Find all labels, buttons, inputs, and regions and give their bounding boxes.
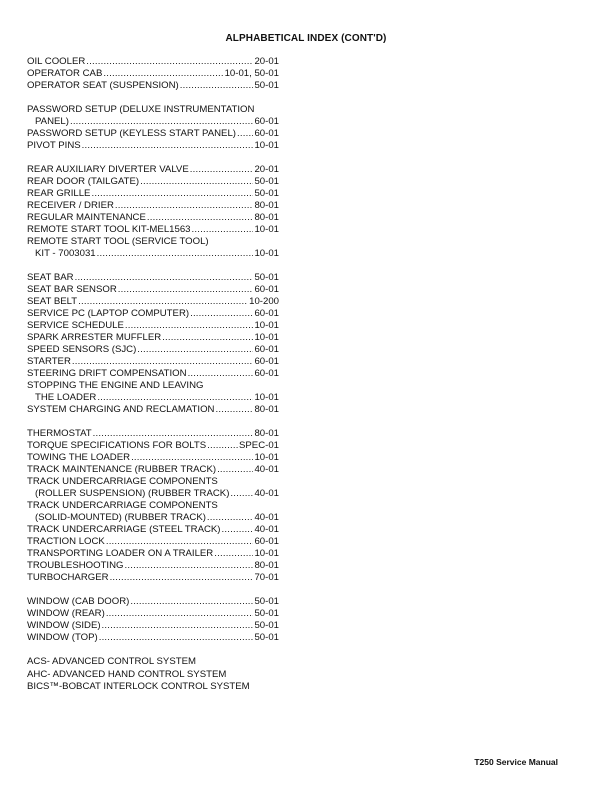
index-entry-page: 10-200 bbox=[249, 296, 279, 307]
index-entry-page: 60-01 bbox=[254, 284, 279, 295]
dot-leader bbox=[97, 248, 254, 260]
index-entry-label: STEERING DRIFT COMPENSATION bbox=[27, 368, 187, 379]
index-group bbox=[27, 596, 279, 644]
index-entry bbox=[27, 212, 279, 224]
dot-leader bbox=[215, 404, 253, 416]
dot-leader bbox=[125, 320, 254, 332]
dot-leader bbox=[97, 392, 253, 404]
dot-leader bbox=[72, 356, 254, 368]
index-entry-page: 10-01 bbox=[254, 452, 279, 463]
index-entry-page: 20-01 bbox=[254, 164, 279, 175]
index-entry-page: 50-01 bbox=[254, 608, 279, 619]
index-entry-page: 60-01 bbox=[254, 116, 279, 127]
index-group bbox=[27, 164, 279, 260]
index-entry-page: 80-01 bbox=[254, 404, 279, 415]
index-entry-page: 60-01 bbox=[254, 536, 279, 547]
index-entry-label: SYSTEM CHARGING AND RECLAMATION bbox=[27, 404, 215, 415]
dot-leader bbox=[190, 308, 253, 320]
abbreviation-item: ACS- ADVANCED CONTROL SYSTEM bbox=[27, 656, 196, 667]
index-entry bbox=[27, 440, 279, 452]
index-entry bbox=[27, 536, 279, 548]
dot-leader bbox=[124, 560, 253, 572]
index-entry-heading: STOPPING THE ENGINE AND LEAVING bbox=[27, 380, 204, 391]
dot-leader bbox=[147, 212, 254, 224]
dot-leader bbox=[86, 56, 253, 68]
index-entry-page: 50-01 bbox=[254, 620, 279, 631]
index-entry bbox=[27, 128, 279, 140]
index-entry bbox=[27, 464, 279, 476]
index-entry-label: TRACK MAINTENANCE (RUBBER TRACK) bbox=[27, 464, 217, 475]
index-entry-page: 10-01 bbox=[254, 224, 279, 235]
footer-manual-title: T250 Service Manual bbox=[474, 757, 558, 767]
index-entry-label: SERVICE SCHEDULE bbox=[27, 320, 124, 331]
index-entry-page: 40-01 bbox=[254, 512, 279, 523]
index-entry bbox=[27, 308, 279, 320]
index-entry-label: REAR AUXILIARY DIVERTER VALVE bbox=[27, 164, 189, 175]
index-entry-label: WINDOW (REAR) bbox=[27, 608, 105, 619]
index-entry bbox=[27, 188, 279, 200]
index-entry bbox=[27, 608, 279, 620]
page-title: ALPHABETICAL INDEX (CONT'D) bbox=[225, 33, 387, 44]
index-entry-page: 10-01 bbox=[254, 140, 279, 151]
dot-leader bbox=[162, 332, 253, 344]
index-entry bbox=[27, 560, 279, 572]
index-entry-heading: TRACK UNDERCARRIAGE COMPONENTS bbox=[27, 500, 218, 511]
dot-leader bbox=[115, 200, 254, 212]
dot-leader bbox=[207, 440, 238, 452]
index-entry bbox=[27, 524, 279, 536]
dot-leader bbox=[190, 164, 254, 176]
abbreviations-list bbox=[27, 656, 250, 694]
dot-leader bbox=[137, 344, 253, 356]
index-entry bbox=[27, 404, 279, 416]
index-entry bbox=[27, 224, 279, 236]
index-entry bbox=[27, 368, 279, 380]
index-entry-label: TRACTION LOCK bbox=[27, 536, 105, 547]
index-entry-label: PASSWORD SETUP (KEYLESS START PANEL) bbox=[27, 128, 236, 139]
dot-leader bbox=[102, 620, 254, 632]
index-entry-page: 50-01 bbox=[254, 80, 279, 91]
abbreviation-item: AHC- ADVANCED HAND CONTROL SYSTEM bbox=[27, 668, 227, 680]
index-entry bbox=[27, 56, 279, 68]
index-group bbox=[27, 428, 279, 584]
dot-leader bbox=[82, 140, 254, 152]
index-entry-label: RECEIVER / DRIER bbox=[27, 200, 114, 211]
index-entry bbox=[27, 284, 279, 296]
index-entry bbox=[27, 332, 279, 344]
index-entry-label: WINDOW (SIDE) bbox=[27, 620, 101, 631]
index-entry-page: 50-01 bbox=[254, 632, 279, 643]
index-entry-label: WINDOW (CAB DOOR) bbox=[27, 596, 130, 607]
dot-leader bbox=[106, 608, 254, 620]
index-entry-page: 80-01 bbox=[254, 212, 279, 223]
index-entry bbox=[27, 596, 279, 608]
index-entry-label: SEAT BAR bbox=[27, 272, 74, 283]
index-entry-page: 10-01, 50-01 bbox=[224, 68, 279, 79]
dot-leader bbox=[70, 116, 254, 128]
index-entry-label: THE LOADER bbox=[35, 392, 97, 403]
dot-leader bbox=[222, 524, 254, 536]
index-list bbox=[27, 56, 279, 656]
index-entry bbox=[27, 488, 279, 500]
index-entry bbox=[27, 344, 279, 356]
index-entry-page: 10-01 bbox=[254, 332, 279, 343]
index-group bbox=[27, 272, 279, 416]
index-entry-label: OPERATOR CAB bbox=[27, 68, 103, 79]
index-entry-page: 80-01 bbox=[254, 428, 279, 439]
index-entry-label: (ROLLER SUSPENSION) (RUBBER TRACK) bbox=[35, 488, 230, 499]
index-entry bbox=[27, 200, 279, 212]
index-entry-heading: PASSWORD SETUP (DELUXE INSTRUMENTATION bbox=[27, 104, 255, 115]
index-entry-page: SPEC-01 bbox=[239, 440, 279, 451]
dot-leader bbox=[130, 596, 253, 608]
index-entry bbox=[27, 620, 279, 632]
index-entry bbox=[27, 68, 279, 80]
index-entry-label: PIVOT PINS bbox=[27, 140, 81, 151]
index-entry bbox=[27, 116, 279, 128]
index-entry-page: 60-01 bbox=[254, 356, 279, 367]
index-entry-label: OIL COOLER bbox=[27, 56, 86, 67]
index-entry bbox=[27, 632, 279, 644]
index-entry-label: SERVICE PC (LAPTOP COMPUTER) bbox=[27, 308, 190, 319]
dot-leader bbox=[217, 464, 253, 476]
index-entry-page: 60-01 bbox=[254, 344, 279, 355]
index-entry-label: SPEED SENSORS (SJC) bbox=[27, 344, 137, 355]
index-entry bbox=[27, 452, 279, 464]
index-entry-page: 20-01 bbox=[254, 56, 279, 67]
index-entry-label: STARTER bbox=[27, 356, 71, 367]
index-group bbox=[27, 104, 279, 152]
index-entry bbox=[27, 428, 279, 440]
index-entry-page: 50-01 bbox=[254, 272, 279, 283]
index-entry bbox=[27, 548, 279, 560]
index-entry-label: PANEL) bbox=[35, 116, 69, 127]
index-entry bbox=[27, 164, 279, 176]
index-entry-label: REMOTE START TOOL KIT-MEL1563 bbox=[27, 224, 191, 235]
abbreviation-item: BICS™-BOBCAT INTERLOCK CONTROL SYSTEM bbox=[27, 681, 250, 692]
index-entry bbox=[27, 176, 279, 188]
dot-leader bbox=[230, 488, 253, 500]
index-entry-page: 70-01 bbox=[254, 572, 279, 583]
dot-leader bbox=[237, 128, 253, 140]
dot-leader bbox=[188, 368, 254, 380]
index-entry-label: TRACK UNDERCARRIAGE (STEEL TRACK) bbox=[27, 524, 221, 535]
index-entry-label: REAR GRILLE bbox=[27, 188, 91, 199]
index-entry-label: TORQUE SPECIFICATIONS FOR BOLTS bbox=[27, 440, 207, 451]
index-entry bbox=[27, 356, 279, 368]
index-entry-label: SEAT BAR SENSOR bbox=[27, 284, 117, 295]
index-entry bbox=[27, 392, 279, 404]
dot-leader bbox=[93, 428, 254, 440]
dot-leader bbox=[180, 80, 254, 92]
dot-leader bbox=[91, 188, 253, 200]
dot-leader bbox=[140, 176, 253, 188]
index-entry-label: REGULAR MAINTENANCE bbox=[27, 212, 146, 223]
dot-leader bbox=[99, 632, 254, 644]
index-entry-page: 60-01 bbox=[254, 308, 279, 319]
index-entry-label: TROUBLESHOOTING bbox=[27, 560, 124, 571]
index-entry-label: TURBOCHARGER bbox=[27, 572, 109, 583]
index-entry-heading: TRACK UNDERCARRIAGE COMPONENTS bbox=[27, 476, 218, 487]
index-entry-label: TOWING THE LOADER bbox=[27, 452, 131, 463]
index-entry-page: 40-01 bbox=[254, 524, 279, 535]
dot-leader bbox=[103, 68, 223, 80]
index-entry bbox=[27, 320, 279, 332]
dot-leader bbox=[106, 536, 254, 548]
index-entry bbox=[27, 512, 279, 524]
index-entry-label: THERMOSTAT bbox=[27, 428, 92, 439]
index-entry bbox=[27, 296, 279, 308]
index-entry-page: 60-01 bbox=[254, 128, 279, 139]
dot-leader bbox=[110, 572, 254, 584]
dot-leader bbox=[75, 272, 254, 284]
index-entry-label: TRANSPORTING LOADER ON A TRAILER bbox=[27, 548, 214, 559]
index-entry-label: SPARK ARRESTER MUFFLER bbox=[27, 332, 162, 343]
index-entry-label: SEAT BELT bbox=[27, 296, 78, 307]
index-entry-page: 10-01 bbox=[254, 548, 279, 559]
index-entry-page: 80-01 bbox=[254, 200, 279, 211]
index-entry bbox=[27, 272, 279, 284]
index-entry-page: 50-01 bbox=[254, 188, 279, 199]
index-entry bbox=[27, 140, 279, 152]
index-entry bbox=[27, 248, 279, 260]
index-entry-page: 40-01 bbox=[254, 464, 279, 475]
index-group bbox=[27, 56, 279, 92]
index-entry-page: 10-01 bbox=[254, 320, 279, 331]
index-entry-label: (SOLID-MOUNTED) (RUBBER TRACK) bbox=[35, 512, 206, 523]
dot-leader bbox=[131, 452, 253, 464]
index-entry-page: 50-01 bbox=[254, 176, 279, 187]
dot-leader bbox=[78, 296, 248, 308]
index-entry-label: REAR DOOR (TAILGATE) bbox=[27, 176, 140, 187]
dot-leader bbox=[118, 284, 254, 296]
dot-leader bbox=[192, 224, 254, 236]
index-entry-page: 80-01 bbox=[254, 560, 279, 571]
index-entry-label: KIT - 7003031 bbox=[35, 248, 96, 259]
dot-leader bbox=[214, 548, 253, 560]
index-entry bbox=[27, 80, 279, 92]
index-entry-page: 40-01 bbox=[254, 488, 279, 499]
index-entry-page: 10-01 bbox=[254, 392, 279, 403]
index-entry-label: WINDOW (TOP) bbox=[27, 632, 98, 643]
dot-leader bbox=[207, 512, 254, 524]
index-entry-heading: REMOTE START TOOL (SERVICE TOOL) bbox=[27, 236, 209, 247]
index-entry-page: 50-01 bbox=[254, 596, 279, 607]
index-entry-page: 60-01 bbox=[254, 368, 279, 379]
index-entry-label: OPERATOR SEAT (SUSPENSION) bbox=[27, 80, 179, 91]
index-entry bbox=[27, 572, 279, 584]
index-entry-page: 10-01 bbox=[254, 248, 279, 259]
